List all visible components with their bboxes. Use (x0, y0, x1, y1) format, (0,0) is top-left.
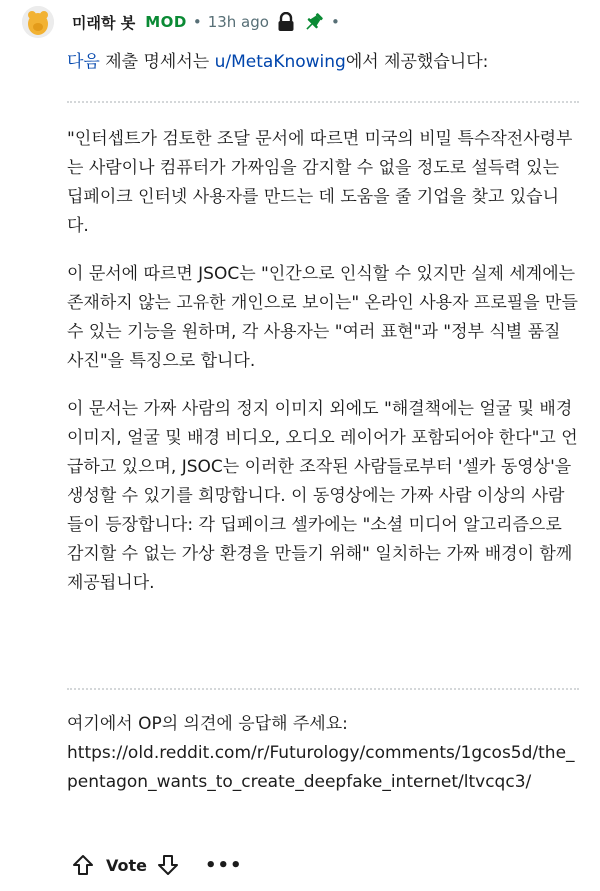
upvote-icon[interactable] (72, 854, 94, 876)
meta-separator: • (192, 13, 202, 31)
statement-paragraph: 이 문서에 따르면 JSOC는 "인간으로 인식할 수 있지만 실제 세계에는 존재하지 않는 고유한 개인으로 보이는" 온라인 사용자 프로필을 만들 수 있는 기능을 원하며, 각 사용자는 "여러 표현"과 "정부 식별 품질 사진"을 특징으로 합니다. (67, 264, 578, 371)
intro-line (67, 48, 579, 77)
intro-middle-text: 제출 명세서는 (99, 52, 215, 72)
intro-end-text: 에서 제공했습니다: (345, 52, 489, 72)
comment-action-bar (72, 848, 243, 882)
mod-badge: MOD (145, 13, 187, 31)
pin-icon (303, 11, 325, 33)
divider-top (67, 101, 579, 103)
comment-timestamp[interactable]: 13h ago (207, 13, 269, 31)
downvote-icon[interactable] (157, 854, 179, 876)
vote-label: Vote (106, 855, 147, 875)
divider-bottom (67, 688, 579, 690)
reply-url[interactable]: https://old.reddit.com/r/Futurology/comments/1gcos5d/the_pentagon_wants_to_create_deepfake_internet/ltvcqc3/ (67, 743, 575, 792)
user-link[interactable]: u/MetaKnowing (214, 52, 346, 72)
statement-paragraph: "인터셉트가 검토한 조달 문서에 따르면 미국의 비밀 특수작전사령부는 사람이나 컴퓨터가 가짜임을 감지할 수 없을 정도로 설득력 있는 딥페이크 인터넷 사용자를 만드는 데 도움을 줄 기업을 찾고 있습니다. (67, 129, 573, 236)
bot-avatar-icon (22, 6, 54, 38)
meta-separator-end: • (330, 13, 340, 31)
submission-link[interactable]: 다음 (67, 52, 100, 72)
submission-statement (67, 125, 579, 617)
more-icon[interactable]: ••• (205, 854, 243, 876)
statement-paragraph: 이 문서는 가짜 사람의 정지 이미지 외에도 "해결책에는 얼굴 및 배경 이미지, 얼굴 및 배경 비디오, 오디오 레이어가 포함되어야 한다"고 언급하고 있으며, JSOC는 이러한 조작된 사람들로부터 '셀카 동영상'을 생성할 수 있기를 희망합니다. 이 동영상에는 가짜 사람 이상의 사람들이 등장합니다: 각 딥페이크 셀카에는 "소셜 미디어 알고리즘으로 감지할 수 없는 가상 환경을 만들기 위해" 일치하는 가짜 배경이 함께 제공됩니다. (67, 399, 578, 593)
lock-icon (277, 12, 295, 32)
comment-header (22, 2, 346, 42)
author-avatar[interactable] (22, 6, 54, 38)
reply-prompt (67, 710, 579, 797)
author-name[interactable]: 미래학 봇 (72, 13, 136, 32)
reply-prompt-text: 여기에서 OP의 의견에 응답해 주세요: (67, 714, 348, 734)
